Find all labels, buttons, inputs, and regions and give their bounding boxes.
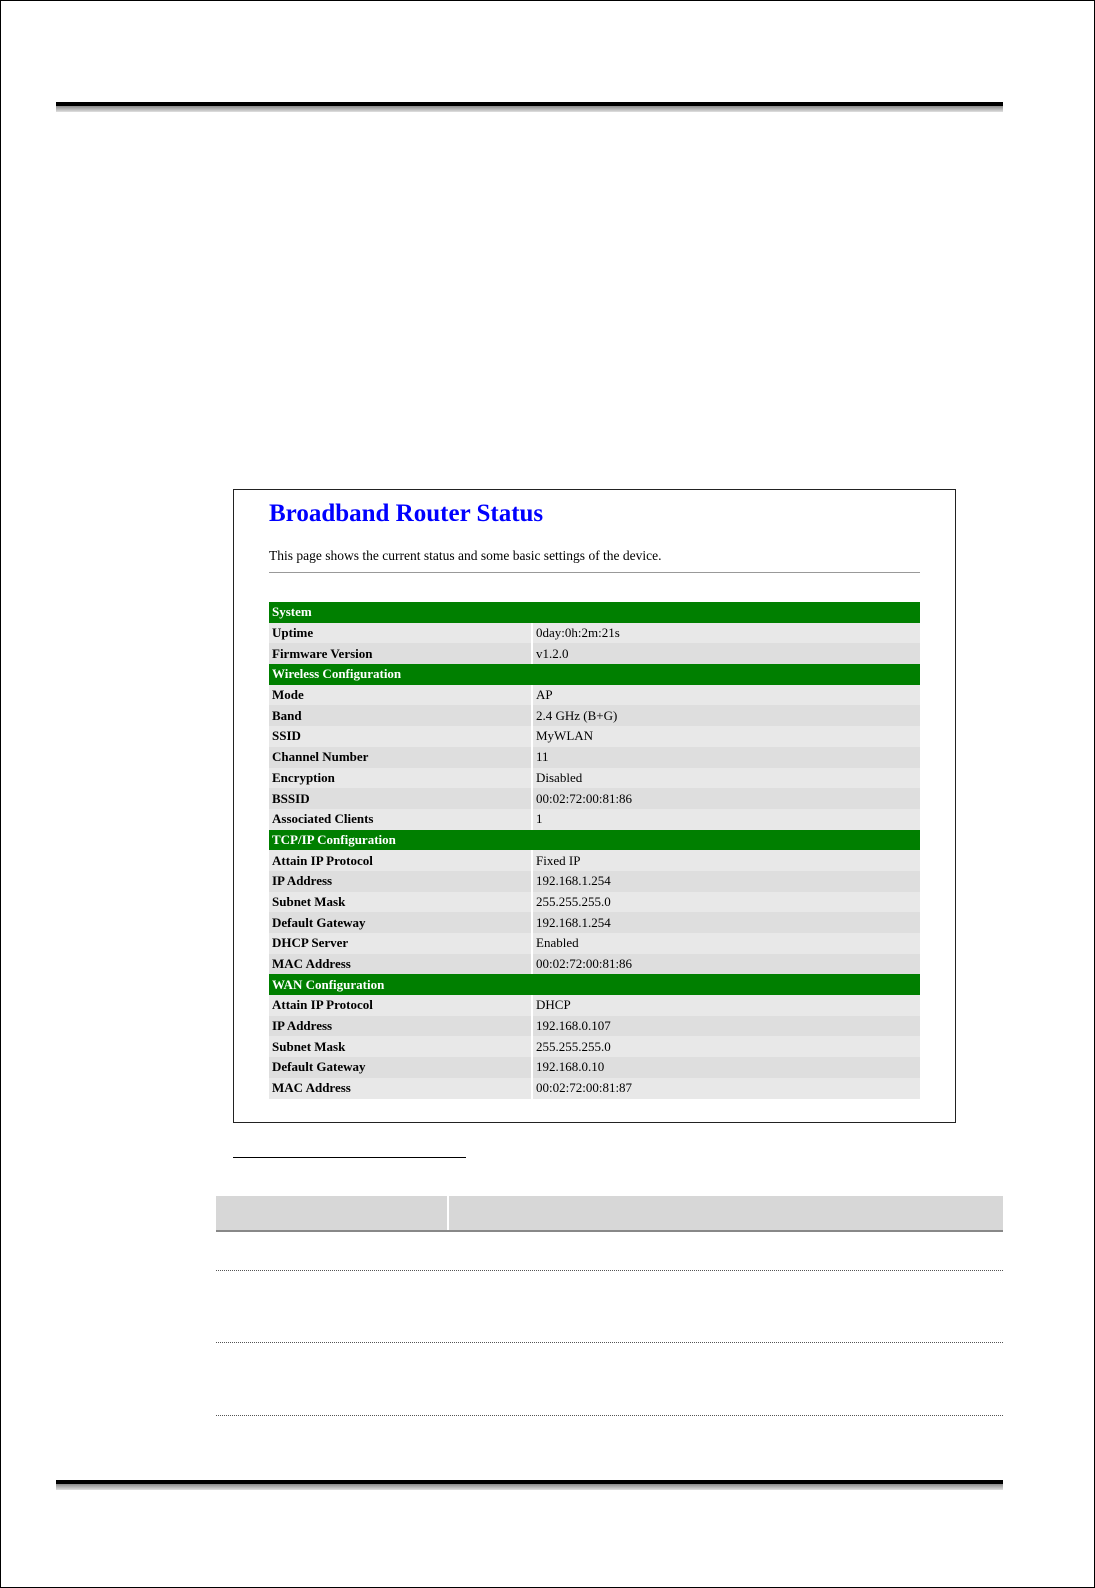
table-row bbox=[269, 705, 920, 726]
row-label: Associated Clients bbox=[272, 811, 374, 827]
table-row bbox=[269, 995, 920, 1016]
row-value: 00:02:72:00:81:86 bbox=[531, 954, 920, 975]
row-value: 192.168.0.10 bbox=[531, 1057, 920, 1078]
caption-underline bbox=[233, 1157, 466, 1158]
table-row bbox=[269, 912, 920, 933]
row-value: 255.255.255.0 bbox=[531, 1036, 920, 1057]
row-label: Channel Number bbox=[272, 749, 369, 765]
row-value: 192.168.1.254 bbox=[531, 871, 920, 892]
row-value: 11 bbox=[531, 747, 920, 768]
row-value: Fixed IP bbox=[531, 850, 920, 871]
table-row bbox=[269, 892, 920, 913]
table-row bbox=[269, 1078, 920, 1099]
section-header: System bbox=[269, 602, 920, 623]
section-header: TCP/IP Configuration bbox=[269, 830, 920, 851]
description-table-header bbox=[216, 1196, 1003, 1232]
row-label: BSSID bbox=[272, 790, 310, 806]
table-row bbox=[269, 726, 920, 747]
row-label: Firmware Version bbox=[272, 645, 373, 661]
description-table bbox=[216, 1196, 1003, 1416]
row-label: IP Address bbox=[272, 1018, 333, 1034]
row-value: 192.168.1.254 bbox=[531, 912, 920, 933]
row-label: Attain IP Protocol bbox=[272, 997, 373, 1013]
page-title: Broadband Router Status bbox=[269, 500, 544, 527]
table-row bbox=[269, 768, 920, 789]
title-divider bbox=[269, 572, 920, 573]
row-value: 2.4 GHz (B+G) bbox=[531, 705, 920, 726]
row-label: Subnet Mask bbox=[272, 893, 346, 909]
table-row bbox=[216, 1343, 1003, 1416]
footer-rule-shadow bbox=[56, 1484, 1003, 1490]
row-value: 0day:0h:2m:21s bbox=[531, 623, 920, 644]
table-row bbox=[269, 747, 920, 768]
row-value: v1.2.0 bbox=[531, 643, 920, 664]
row-value: Disabled bbox=[531, 768, 920, 789]
table-row bbox=[269, 809, 920, 830]
header-cell-item bbox=[216, 1196, 449, 1230]
row-label: MAC Address bbox=[272, 956, 351, 972]
row-value: AP bbox=[531, 685, 920, 706]
row-label: DHCP Server bbox=[272, 935, 349, 951]
row-value: 00:02:72:00:81:87 bbox=[531, 1078, 920, 1099]
row-label: SSID bbox=[272, 728, 301, 744]
row-label: MAC Address bbox=[272, 1080, 351, 1096]
page-description: This page shows the current status and some basic settings of the device. bbox=[269, 548, 662, 563]
table-row bbox=[269, 623, 920, 644]
table-row bbox=[269, 685, 920, 706]
header-cell-description bbox=[449, 1196, 1003, 1230]
row-value: 255.255.255.0 bbox=[531, 892, 920, 913]
row-label: Band bbox=[272, 707, 302, 723]
row-label: IP Address bbox=[272, 873, 333, 889]
header-rule-shadow bbox=[56, 106, 1003, 112]
table-row bbox=[269, 1016, 920, 1037]
status-table bbox=[269, 602, 920, 1099]
table-row bbox=[269, 1036, 920, 1057]
row-label: Encryption bbox=[272, 769, 335, 785]
row-label: Uptime bbox=[272, 625, 314, 641]
row-label: Default Gateway bbox=[272, 1059, 366, 1075]
row-label: Attain IP Protocol bbox=[272, 852, 373, 868]
table-row bbox=[216, 1232, 1003, 1271]
row-label: Subnet Mask bbox=[272, 1038, 346, 1054]
table-row bbox=[269, 1057, 920, 1078]
table-row bbox=[269, 871, 920, 892]
table-row bbox=[269, 850, 920, 871]
table-row bbox=[216, 1271, 1003, 1343]
row-value: 192.168.0.107 bbox=[531, 1016, 920, 1037]
row-label: Default Gateway bbox=[272, 914, 366, 930]
row-value: Enabled bbox=[531, 933, 920, 954]
router-status-screenshot bbox=[233, 489, 956, 1123]
table-row bbox=[269, 643, 920, 664]
section-header: WAN Configuration bbox=[269, 974, 920, 995]
table-row bbox=[269, 954, 920, 975]
table-row bbox=[269, 788, 920, 809]
section-header: Wireless Configuration bbox=[269, 664, 920, 685]
row-value: 1 bbox=[531, 809, 920, 830]
row-value: 00:02:72:00:81:86 bbox=[531, 788, 920, 809]
row-label: Mode bbox=[272, 687, 304, 703]
table-row bbox=[269, 933, 920, 954]
row-value: MyWLAN bbox=[531, 726, 920, 747]
row-value: DHCP bbox=[531, 995, 920, 1016]
